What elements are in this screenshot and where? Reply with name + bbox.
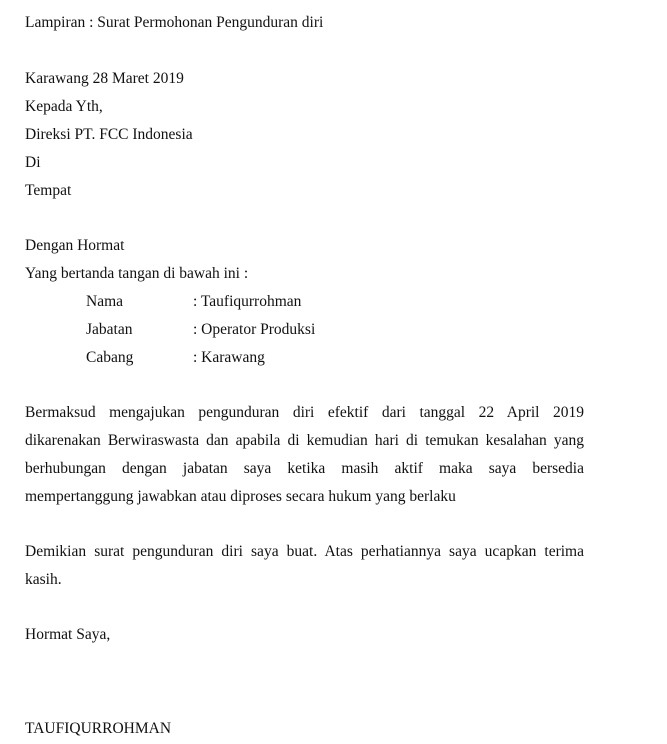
recipient-at: Di [25,154,41,171]
signature-name: TAUFIQURROHMAN [25,720,172,737]
greeting: Dengan Hormat [25,237,125,254]
body-line-4: mempertanggung jawabkan atau diproses secara hukum yang berlaku [25,488,456,505]
recipient-place: Tempat [25,182,72,199]
field-label-name: Nama [86,293,124,310]
body-line-3: berhubungan dengan jabatan saya ketika masih aktif maka saya bersedia [25,460,584,477]
field-label-position: Jabatan [86,321,133,338]
field-label-branch: Cabang [86,349,134,366]
closing-line-1: Demikian surat pengunduran diri saya buat. Atas perhatiannya saya ucapkan terima [25,543,584,560]
intro-line: Yang bertanda tangan di bawah ini : [25,265,249,282]
field-value-branch: : Karawang [193,349,265,366]
recipient-name: Direksi PT. FCC Indonesia [25,126,193,143]
attachment-line: Lampiran : Surat Permohonan Pengunduran diri [25,14,324,31]
recipient-to: Kepada Yth, [25,98,103,115]
field-value-position: : Operator Produksi [193,321,316,338]
body-line-1: Bermaksud mengajukan pengunduran diri efektif dari tanggal 22 April 2019 [25,404,584,421]
place-date: Karawang 28 Maret 2019 [25,70,184,87]
field-value-name: : Taufiqurrohman [193,293,302,310]
closing-line-2: kasih. [25,571,62,588]
sign-off: Hormat Saya, [25,626,111,643]
body-line-2: dikarenakan Berwiraswasta dan apabila di kemudian hari di temukan kesalahan yang [25,432,584,449]
